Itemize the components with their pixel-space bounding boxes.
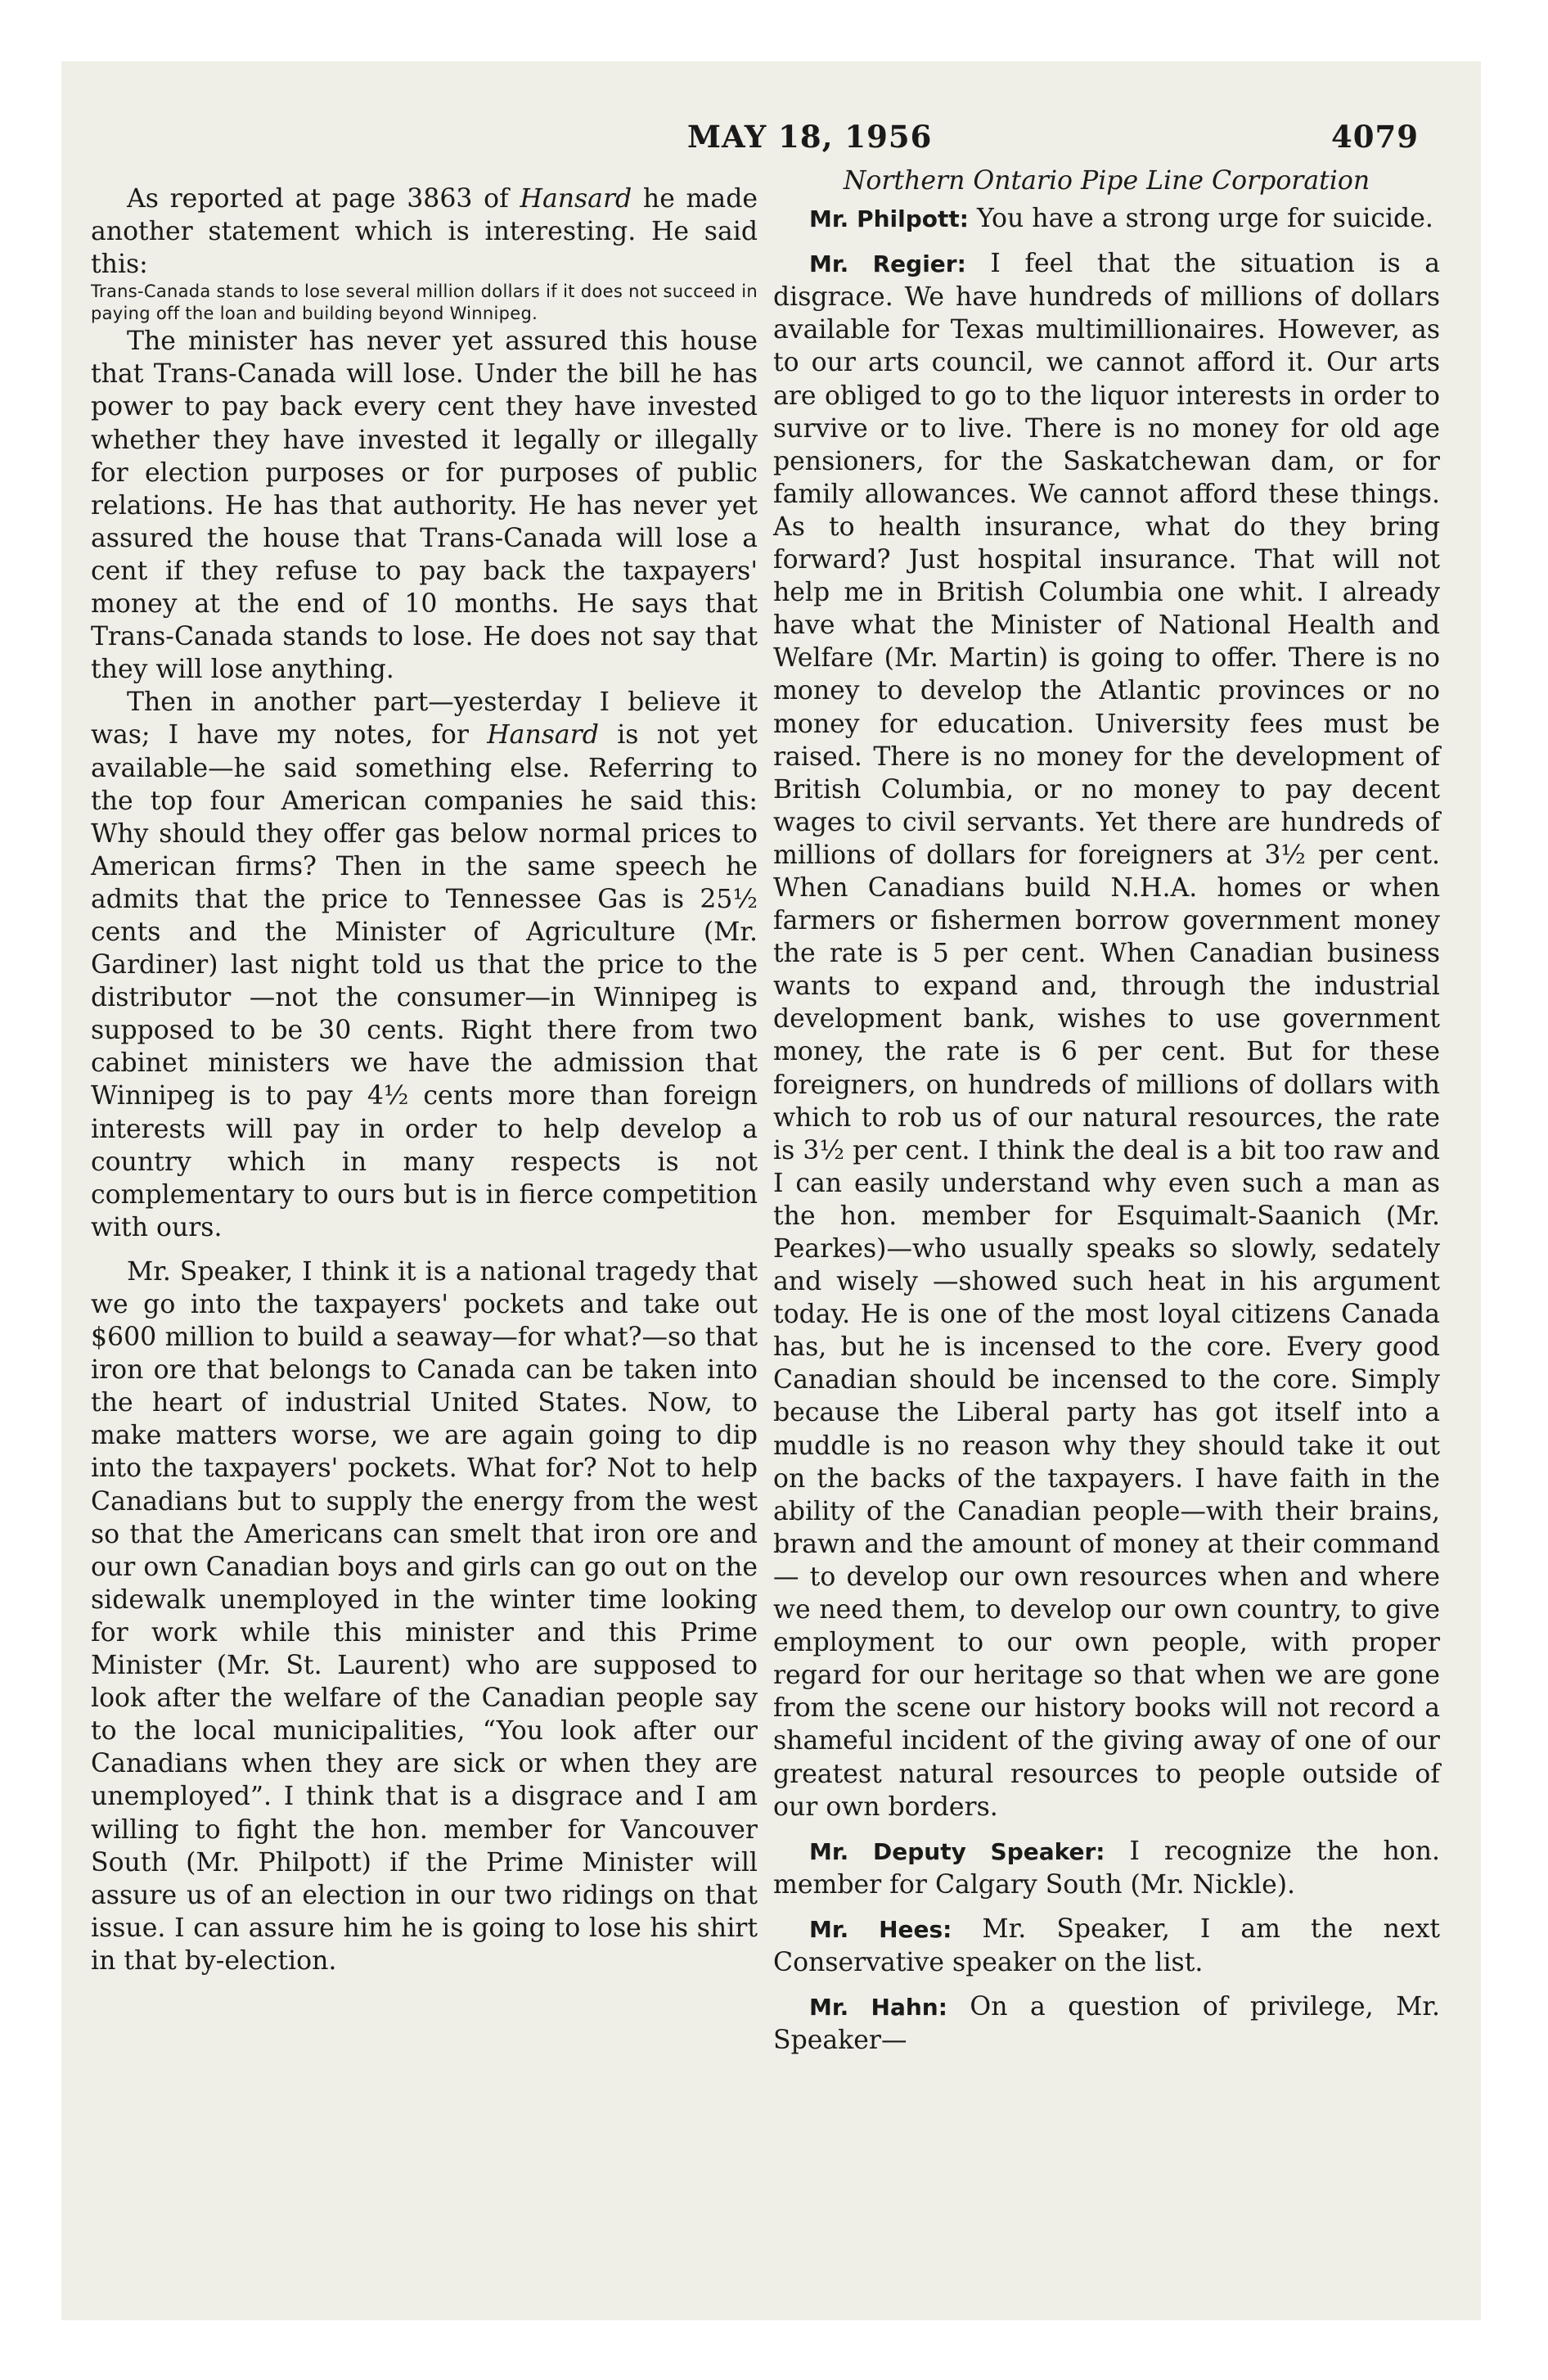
block-quote: Trans-Canada stands to lose several million dollars if it does not succeed in paying off the loan and building beyond Winnipeg.: [91, 282, 758, 324]
left-column: [91, 183, 758, 1977]
speaker-name: Mr. Hees:: [809, 1915, 952, 1943]
speech: Mr. Hahn: On a question of privilege, Mr. Speaker—: [773, 1992, 1440, 2056]
right-column: [773, 165, 1440, 2057]
speech: Mr. Philpott: You have a strong urge for suicide.: [809, 204, 1433, 234]
paragraph: As reported at page 3863 of Hansard he made another statement which is interesting. He said this:: [91, 184, 758, 280]
speaker-name: Mr. Deputy Speaker:: [809, 1837, 1105, 1865]
paragraph: Mr. Speaker, I think it is a national tragedy that we go into the taxpayers' pockets and take out $600 million to build a seaway—for what?—so that iron ore that belongs to Canada can be taken into the heart of industrial United States. Now, to make matters worse, we are again going to dip into the taxpayers' pockets. What for? Not to help Canadians but to supply the energy from the west so that the Americans can smelt that iron ore and our own Canadian boys and girls can go out on the sidewalk unemployed in the winter time looking for work while this minister and this Prime Minister (Mr. St. Laurent) who are supposed to look after the welfare of the Canadian people say to the local municipalities, “You look after our Canadians when they are sick or when they are unemployed”. I think that is a disgrace and I am willing to fight the hon. member for Vancouver South (Mr. Philpott) if the Prime Minister will assure us of an election in our two ridings on that issue. I can assure him he is going to lose his shirt in that by-election.: [91, 1256, 758, 1976]
page-number: 4079: [1331, 119, 1419, 155]
speech: Mr. Hees: Mr. Speaker, I am the next Conservative speaker on the list.: [773, 1913, 1441, 1977]
header-date: MAY 18, 1956: [687, 119, 933, 155]
speaker-name: Mr. Philpott:: [809, 205, 969, 233]
speech: Mr. Regier: I feel that the situation is a disgrace. We have hundreds of millions of dollars available for Texas multimillionaires. However, as to our arts council, we cannot afford it. Our arts are obliged to go to the liquor interests in order to survive or to live. There is no money for old age pensioners, for the Saskatchewan dam, or for family allowances. We cannot afford these things. As to health insurance, what do they bring forward? Just hospital insurance. That will not help me in British Columbia one whit. I already have what the Minister of National Health and Welfare (Mr. Martin) is going to offer. There is no money to develop the Atlantic provinces or no money for education. University fees must be raised. There is no money for the development of British Columbia, or no money to pay decent wages to civil servants. Yet there are hundreds of millions of dollars for foreigners at 3½ per cent. When Canadians build N.H.A. homes or when farmers or fishermen borrow government money the rate is 5 per cent. When Canadian business wants to expand and, through the industrial development bank, wishes to use government money, the rate is 6 per cent. But for these foreigners, on hundreds of millions of dollars with which to rob us of our natural resources, the rate is 3½ per cent. I think the deal is a bit too raw and I can easily understand why even such a man as the hon. member for Esquimalt-Saanich (Mr. Pearkes)—who usually speaks so slowly, sedately and wisely —showed such heat in his argument today. He is one of the most loyal citizens Canada has, but he is incensed to the core. Every good Canadian should be incensed to the core. Simply because the Liberal party has got itself into a muddle is no reason why they should take it out on the backs of the taxpayers. I have faith in the ability of the Canadian people—with their brains, brawn and the amount of money at their command— to develop our own resources when and where we need them, to develop our own country, to give employment to our own people, with proper regard for our heritage so that when we are gone from the scene our history books will not record a shameful incident of the giving away of one of our greatest natural resources to people outside of our own borders.: [773, 249, 1440, 1822]
section-subheading: Northern Ontario Pipe Line Corporation: [843, 166, 1370, 196]
speech: Mr. Deputy Speaker: I recognize the hon. member for Calgary South (Mr. Nickle).: [773, 1836, 1441, 1900]
speaker-name: Mr. Hahn:: [809, 1994, 947, 2022]
document-page: [61, 61, 1481, 2320]
speaker-name: Mr. Regier:: [809, 250, 966, 278]
paragraph: Then in another part—yesterday I believe it was; I have my notes, for Hansard is not yet available—he said something else. Referring to the top four American companies he said this: Why should they offer gas below normal prices to American firms? Then in the same speech he admits that the price to Tennessee Gas is 25½ cents and the Minister of Agriculture (Mr. Gardiner) last night told us that the price to the distributor —not the consumer—in Winnipeg is supposed to be 30 cents. Right there from two cabinet ministers we have the admission that Winnipeg is to pay 4½ cents more than foreign interests will pay in order to help develop a country which in many respects is not complementary to ours but is in fierce competition with ours.: [91, 687, 758, 1242]
paragraph: The minister has never yet assured this house that Trans-Canada will lose. Under the bill he has power to pay back every cent they have invested whether they have invested it legally or illegally for election purposes or for purposes of public relations. He has that authority. He has never yet assured the house that Trans-Canada will lose a cent if they refuse to pay back the taxpayers' money at the end of 10 months. He says that Trans-Canada stands to lose. He does not say that they will lose anything.: [91, 327, 758, 685]
